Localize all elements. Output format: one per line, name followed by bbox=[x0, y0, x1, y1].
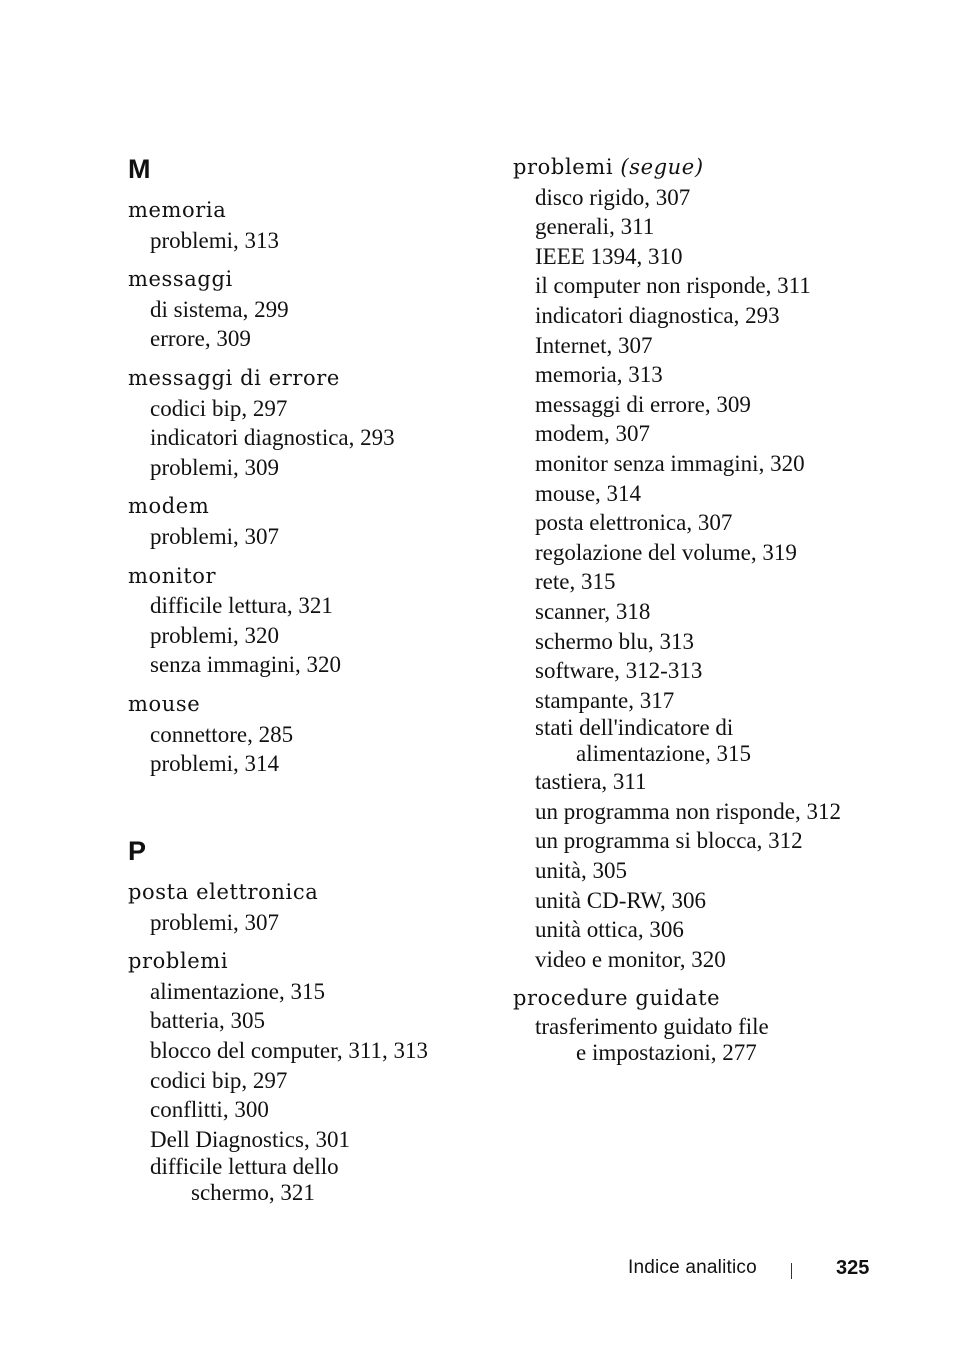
index-subentry: regolazione del volume, 319 bbox=[535, 539, 797, 565]
index-subentry: mouse, 314 bbox=[535, 480, 642, 506]
index-subentry: messaggi di errore, 309 bbox=[535, 391, 751, 417]
index-subentry-wrapped bbox=[513, 715, 841, 767]
index-subentry-line: difficile lettura dello bbox=[150, 1154, 339, 1180]
index-term: posta elettronica bbox=[128, 880, 319, 904]
index-subentry: video e monitor, 320 bbox=[535, 946, 726, 972]
index-subentry: posta elettronica, 307 bbox=[535, 510, 733, 536]
entries-m bbox=[128, 196, 395, 779]
index-subentry: problemi, 307 bbox=[150, 909, 280, 935]
index-subentry: batteria, 305 bbox=[150, 1008, 265, 1034]
index-term: problemi bbox=[513, 155, 621, 179]
index-subentry: unità CD-RW, 306 bbox=[535, 887, 707, 913]
index-subentry: schermo blu, 313 bbox=[535, 628, 695, 654]
entries-p bbox=[128, 878, 428, 1206]
index-subentry: disco rigido, 307 bbox=[535, 184, 691, 210]
index-subentry: problemi, 314 bbox=[150, 751, 280, 777]
index-subentry: monitor senza immagini, 320 bbox=[535, 450, 805, 476]
index-subentry: problemi, 307 bbox=[150, 523, 280, 549]
index-term-continued bbox=[513, 153, 841, 183]
index-subentry: Internet, 307 bbox=[535, 332, 653, 358]
index-subentry-continuation: schermo, 321 bbox=[191, 1180, 315, 1206]
index-subentry: un programma si blocca, 312 bbox=[535, 828, 803, 854]
index-subentry: rete, 315 bbox=[535, 569, 616, 595]
index-subentry: problemi, 320 bbox=[150, 622, 280, 648]
entries-right bbox=[513, 153, 841, 1066]
index-subentry: codici bip, 297 bbox=[150, 1067, 288, 1093]
index-subentry: blocco del computer, 311, 313 bbox=[150, 1037, 428, 1063]
index-subentry: tastiera, 311 bbox=[535, 769, 647, 795]
index-subentry: difficile lettura, 321 bbox=[150, 593, 333, 619]
index-subentry-wrapped bbox=[128, 1154, 428, 1206]
index-subentry: codici bip, 297 bbox=[150, 395, 288, 421]
index-subentry: un programma non risponde, 312 bbox=[535, 798, 841, 824]
index-subentry: generali, 311 bbox=[535, 214, 655, 240]
index-term: modem bbox=[128, 494, 210, 519]
index-subentry-continuation: alimentazione, 315 bbox=[576, 741, 751, 767]
index-subentry: conflitti, 300 bbox=[150, 1097, 269, 1123]
index-subentry: senza immagini, 320 bbox=[150, 652, 341, 678]
section-letter-m: M bbox=[128, 154, 151, 184]
index-term: problemi bbox=[128, 949, 229, 974]
index-subentry: indicatori diagnostica, 293 bbox=[535, 302, 780, 328]
index-subentry: stampante, 317 bbox=[535, 687, 675, 713]
index-term: messaggi bbox=[128, 267, 233, 292]
index-term: mouse bbox=[128, 691, 201, 716]
index-subentry: unità ottica, 306 bbox=[535, 917, 684, 943]
index-subentry-wrapped bbox=[513, 1014, 841, 1066]
index-subentry: alimentazione, 315 bbox=[150, 978, 325, 1004]
page-number: 325 bbox=[836, 1257, 870, 1279]
index-subentry: connettore, 285 bbox=[150, 721, 294, 747]
index-subentry: problemi, 313 bbox=[150, 227, 280, 253]
index-subentry-continuation: e impostazioni, 277 bbox=[576, 1040, 757, 1066]
index-subentry: di sistema, 299 bbox=[150, 296, 289, 322]
index-subentry: problemi, 309 bbox=[150, 454, 280, 480]
index-subentry: errore, 309 bbox=[150, 326, 251, 352]
index-term: messaggi di errore bbox=[128, 365, 340, 390]
footer-divider bbox=[791, 1263, 792, 1279]
index-subentry-line: stati dell'indicatore di bbox=[535, 715, 734, 741]
index-subentry: modem, 307 bbox=[535, 421, 650, 447]
continued-note: (segue) bbox=[620, 155, 704, 179]
index-term: monitor bbox=[128, 563, 217, 588]
index-subentry: scanner, 318 bbox=[535, 598, 651, 624]
index-subentry: software, 312-313 bbox=[535, 658, 703, 684]
index-subentry-line: trasferimento guidato file bbox=[535, 1014, 769, 1040]
index-subentry: indicatori diagnostica, 293 bbox=[150, 425, 395, 451]
index-subentry: IEEE 1394, 310 bbox=[535, 243, 683, 269]
index-subentry: Dell Diagnostics, 301 bbox=[150, 1126, 350, 1152]
section-letter-p: P bbox=[128, 836, 147, 866]
index-term: memoria bbox=[128, 198, 227, 222]
index-subentry: memoria, 313 bbox=[535, 362, 663, 388]
index-subentry: unità, 305 bbox=[535, 858, 627, 884]
index-term: procedure guidate bbox=[513, 986, 721, 1011]
footer-section-title: Indice analitico bbox=[628, 1257, 757, 1278]
index-subentry: il computer non risponde, 311 bbox=[535, 273, 811, 299]
